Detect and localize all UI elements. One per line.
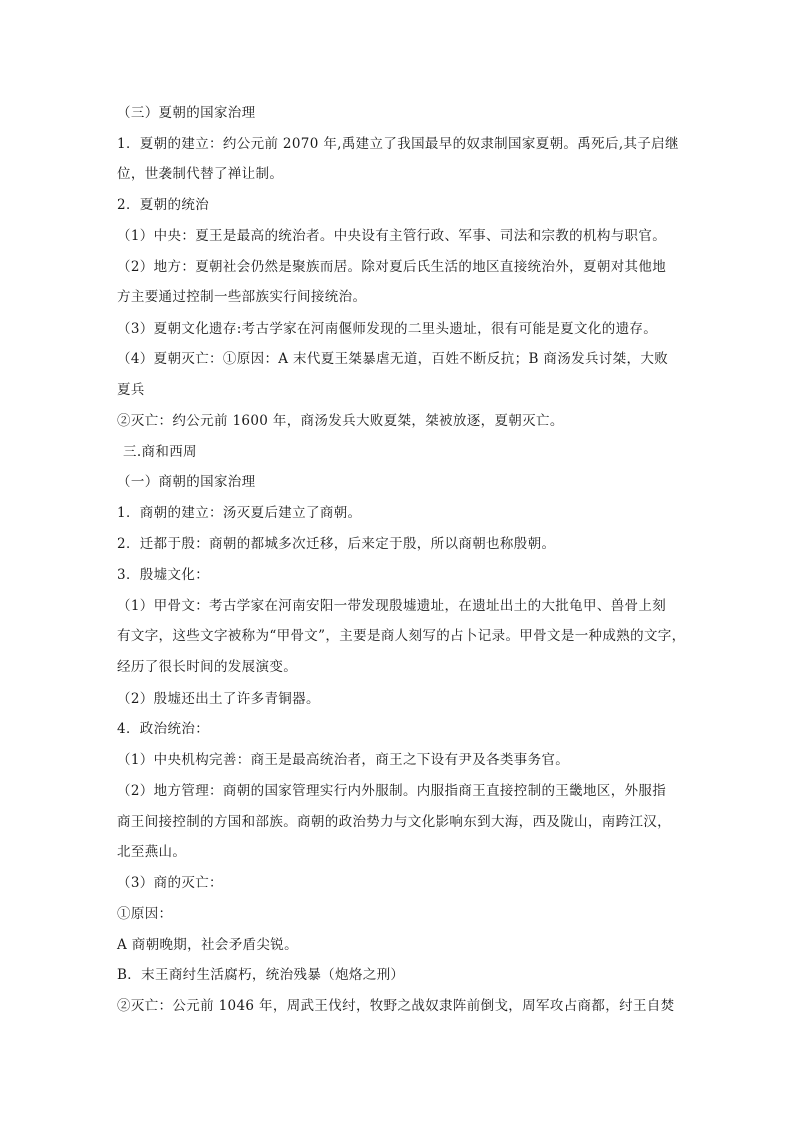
subheading-line: 2．夏朝的统治: [117, 197, 210, 213]
paragraph-line: （1）中央：夏王是最高的统治者。中央设有主管行政、军事、司法和宗教的机构与职官。: [117, 228, 667, 244]
paragraph-line: （3）夏朝文化遗存:考古学家在河南偃师发现的二里头遗址，很有可能是夏文化的遗存。: [117, 321, 658, 337]
paragraph-line: （2）地方管理：商朝的国家管理实行内外服制。内服指商王直接控制的王畿地区，外服指: [117, 783, 667, 799]
paragraph-line: 有文字，这些文字被称为“甲骨文”，主要是商人刻写的占卜记录。甲骨文是一种成熟的文字，: [117, 628, 686, 644]
paragraph-line: ②灭亡：公元前 1046 年，周武王伐纣，牧野之战奴隶阵前倒戈，周军攻占商都，纣王自焚: [117, 998, 675, 1014]
paragraph-line: 1．夏朝的建立：约公元前 2070 年,禹建立了我国最早的奴隶制国家夏朝。禹死后,其子启继: [117, 136, 679, 152]
paragraph-line: B．末王商纣生活腐朽，统治残暴（炮烙之刑）: [117, 967, 405, 983]
paragraph-line: 经历了很长时间的发展演变。: [117, 659, 298, 675]
paragraph-line: 北至燕山。: [117, 844, 187, 860]
paragraph-line: （2）地方：夏朝社会仍然是聚族而居。除对夏后氏生活的地区直接统治外，夏朝对其他地: [117, 259, 667, 275]
paragraph-line: （1）中央机构完善：商王是最高统治者，商王之下设有尹及各类事务官。: [117, 752, 570, 768]
paragraph-line: （1）甲骨文：考古学家在河南安阳一带发现殷墟遗址，在遗址出土的大批龟甲、兽骨上刻: [117, 598, 667, 614]
subheading-line: 4．政治统治：: [117, 721, 210, 737]
paragraph-line: （2）殷墟还出土了许多青铜器。: [117, 691, 320, 707]
section-heading-xia-governance: （三）夏朝的国家治理: [117, 105, 256, 121]
paragraph-line: A 商朝晚期，社会矛盾尖锐。: [117, 937, 298, 953]
paragraph-line: 方主要通过控制一些部族实行间接统治。: [117, 289, 367, 305]
paragraph-line: 夏兵: [117, 382, 145, 398]
paragraph-line: 位，世袭制代替了禅让制。: [117, 166, 284, 182]
paragraph-line: 商王间接控制的方国和部族。商朝的政治势力与文化影响东到大海，西及陇山，南跨江汉，: [117, 814, 671, 830]
paragraph-line: （3）商的灭亡：: [117, 875, 223, 891]
subheading-line: 3．殷墟文化：: [117, 567, 210, 583]
paragraph-line: 1．商朝的建立：汤灭夏后建立了商朝。: [117, 505, 362, 521]
paragraph-line: （4）夏朝灭亡：①原因：A 末代夏王桀暴虐无道，百姓不断反抗；B 商汤发兵讨桀，大败: [117, 351, 669, 367]
chapter-heading-shang-zhou: 三.商和西周: [123, 444, 197, 460]
paragraph-line: 2．迁都于殷：商朝的都城多次迁移，后来定于殷，所以商朝也称殷朝。: [117, 536, 556, 552]
paragraph-line: ①原因：: [117, 906, 173, 922]
paragraph-line: ②灭亡：约公元前 1600 年，商汤发兵大败夏桀，桀被放逐，夏朝灭亡。: [117, 413, 564, 429]
section-heading-shang-governance: （一）商朝的国家治理: [117, 474, 256, 490]
